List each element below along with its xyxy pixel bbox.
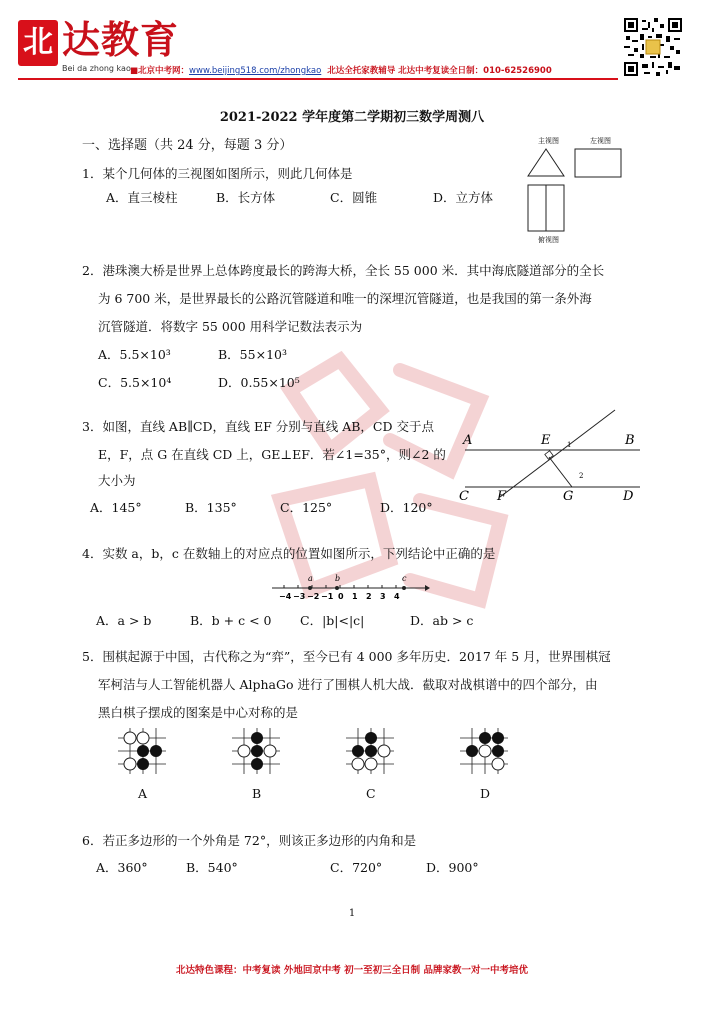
- tick-label: 1: [352, 592, 358, 601]
- q1-option-b[interactable]: B．长方体: [216, 190, 276, 205]
- q3-option-b[interactable]: B．135°: [185, 500, 237, 515]
- page-title: 2021-2022 学年度第二学期初三数学周测八: [219, 110, 485, 125]
- site-url-link[interactable]: www.beijing518.com/zhongkao: [189, 66, 322, 76]
- logo-text: 达教育: [62, 17, 180, 62]
- q5-line-3: 黑白棋子摆成的图案是中心对称的是: [98, 705, 299, 720]
- label-E: E: [541, 433, 551, 448]
- q2-line-2: 为 6 700 米，是世界最长的公路沉管隧道和唯一的深埋沉管隧道，也是我国的第一条外海: [98, 291, 592, 306]
- header-contact: [130, 64, 552, 76]
- label-C: C: [459, 489, 469, 504]
- q6-option-c[interactable]: C．720°: [330, 860, 383, 875]
- logo-pinyin: Bei da zhong kao: [62, 64, 131, 73]
- q5-line-2: 军柯洁与人工智能机器人 AlphaGo 进行了围棋人机大战．截取对战棋谱中的四个部分，由: [98, 677, 598, 692]
- tick-label: −1: [321, 592, 334, 601]
- q5-label-d[interactable]: D: [480, 786, 491, 801]
- header-rule: [18, 78, 618, 80]
- logo-mark: 北: [18, 20, 58, 66]
- q1-option-a[interactable]: A．直三棱柱: [106, 190, 178, 205]
- q3-option-a[interactable]: A．145°: [90, 500, 142, 515]
- q1-option-c[interactable]: C．圆锥: [330, 190, 378, 205]
- label-F: F: [497, 489, 507, 504]
- q3-line-1: 3．如图，直线 AB∥CD，直线 EF 分别与直线 AB，CD 交于点: [82, 419, 434, 434]
- go-board-c: [346, 728, 394, 774]
- footer-courses: 北达特色课程：中考复读 外地回京中考 初一至初三全日制 品牌家教一对一中考培优: [176, 965, 528, 976]
- slogan: 北达全托家教辅导 北达中考复读全日制：010-62526900: [327, 66, 552, 76]
- section-heading: 一、选择题（共 24 分，每题 3 分）: [82, 138, 293, 153]
- q4-option-b[interactable]: B．b + c < 0: [190, 613, 272, 628]
- angle-1-label: 1: [567, 441, 572, 449]
- tick-label: 4: [394, 592, 400, 601]
- q5-label-a[interactable]: A: [138, 786, 148, 801]
- left-view-label: 左视图: [590, 137, 611, 145]
- angle-2-label: 2: [579, 472, 584, 480]
- point-c-label: c: [402, 574, 407, 583]
- q4-option-a[interactable]: A．a > b: [96, 613, 152, 628]
- point-b-label: b: [335, 574, 341, 583]
- parallel-lines-figure: [455, 402, 645, 512]
- site-label: ■北京中考网：: [130, 66, 190, 76]
- tick-label: −4: [279, 592, 292, 601]
- tick-label: −2: [307, 592, 320, 601]
- tick-label: −3: [293, 592, 306, 601]
- go-board-d: [460, 728, 508, 774]
- top-view-label: 俯视图: [538, 236, 559, 244]
- q2-line-3: 沉管隧道．将数字 55 000 用科学记数法表示为: [98, 319, 363, 334]
- q6-option-b[interactable]: B．540°: [186, 860, 238, 875]
- label-D: D: [623, 489, 634, 504]
- q4-option-c[interactable]: C．|b|<|c|: [300, 613, 365, 628]
- q6-option-d[interactable]: D．900°: [426, 860, 479, 875]
- q6-option-a[interactable]: A．360°: [96, 860, 148, 875]
- q5-label-c[interactable]: C: [366, 786, 376, 801]
- q2-option-a[interactable]: A．5.5×10³: [98, 347, 171, 362]
- point-a-label: a: [308, 574, 313, 583]
- q3-line-2: E，F，点 G 在直线 CD 上，GE⊥EF．若∠1=35°，则∠2 的: [98, 447, 446, 462]
- go-boards-figure: [116, 726, 516, 776]
- q1-stem: 1．某个几何体的三视图如图所示，则此几何体是: [82, 166, 353, 181]
- label-A: A: [463, 433, 473, 448]
- q3-option-c[interactable]: C．125°: [280, 500, 333, 515]
- q2-option-d[interactable]: D．0.55×10⁵: [218, 375, 300, 390]
- three-views-figure: [520, 134, 630, 246]
- go-board-a: [118, 728, 166, 774]
- tick-label: 3: [380, 592, 386, 601]
- page-number: 1: [348, 908, 356, 919]
- q2-line-1: 2．港珠澳大桥是世界上总体跨度最长的跨海大桥，全长 55 000 米．其中海底隧道部分的全长: [82, 263, 605, 278]
- go-board-b: [232, 728, 280, 774]
- q2-option-b[interactable]: B．55×10³: [218, 347, 287, 362]
- q6-stem: 6．若正多边形的一个外角是 72°，则该正多边形的内角和是: [82, 833, 417, 848]
- label-B: B: [625, 433, 635, 448]
- q5-label-b[interactable]: B: [252, 786, 262, 801]
- front-view-label: 主视图: [538, 137, 559, 145]
- tick-label: 2: [366, 592, 372, 601]
- qr-code-icon: [624, 18, 682, 76]
- label-G: G: [563, 489, 574, 504]
- q1-option-d[interactable]: D．立方体: [433, 190, 494, 205]
- q4-stem: 4．实数 a，b，c 在数轴上的对应点的位置如图所示，下列结论中正确的是: [82, 546, 496, 561]
- tick-label: 0: [338, 592, 344, 601]
- number-line: [270, 570, 430, 602]
- q3-option-d[interactable]: D．120°: [380, 500, 433, 515]
- q3-line-3: 大小为: [98, 473, 136, 488]
- q4-option-d[interactable]: D．ab > c: [410, 613, 474, 628]
- q2-option-c[interactable]: C．5.5×10⁴: [98, 375, 172, 390]
- q5-line-1: 5．围棋起源于中国，古代称之为“弈”，至今已有 4 000 多年历史．2017 年 5 月，世界围棋冠: [82, 649, 611, 664]
